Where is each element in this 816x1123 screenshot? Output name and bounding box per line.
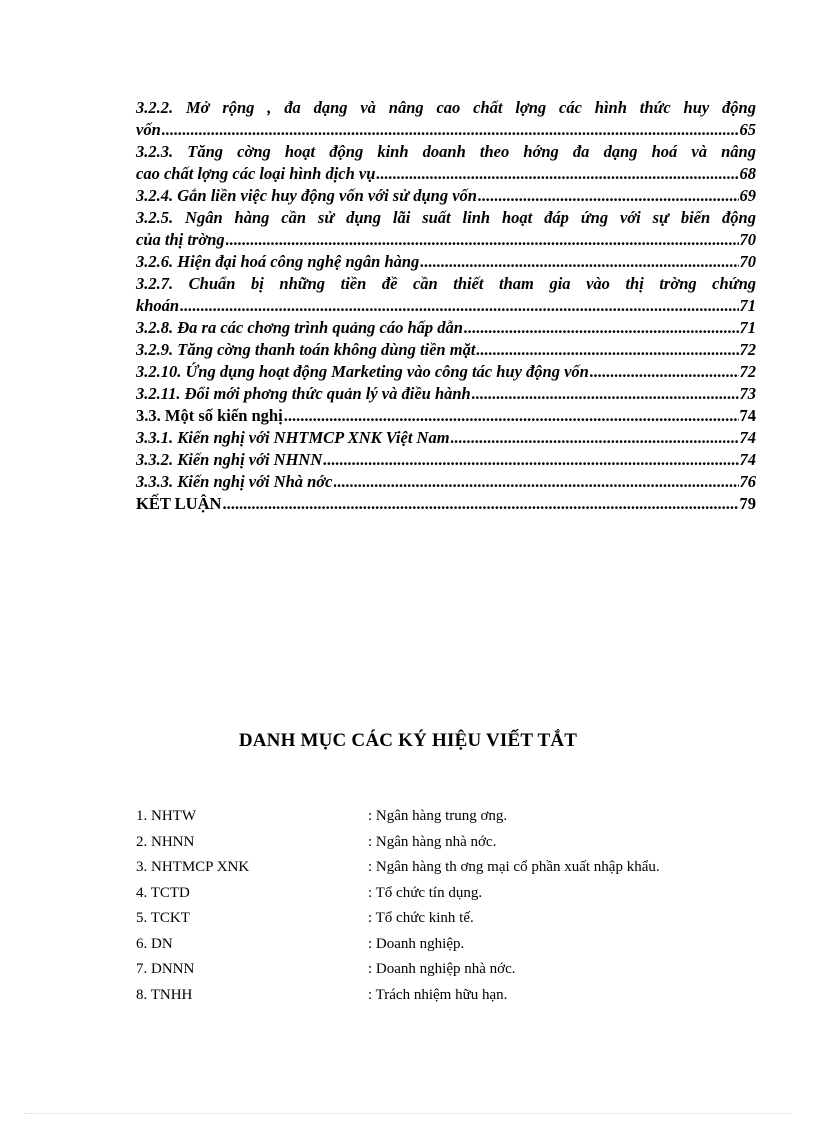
abbreviation: 4. TCTD — [136, 884, 190, 901]
toc-entry-title: cao chất lợng các loại hình dịch vụ — [136, 164, 376, 183]
toc-page-number: 65 — [739, 120, 756, 139]
toc-entry — [136, 251, 756, 273]
toc-entry-title: 3.3.3. Kiến nghị với Nhà nớc — [136, 472, 333, 491]
dot-leader — [180, 295, 738, 317]
page-bottom-divider — [24, 1113, 792, 1114]
dot-leader — [222, 493, 738, 515]
abbreviation-row — [136, 830, 756, 856]
abbreviation: 2. NHNN — [136, 833, 195, 850]
toc-entry — [136, 361, 756, 383]
abbreviation-meaning: : Doanh nghiệp. — [368, 935, 465, 952]
abbreviation-row — [136, 983, 756, 1009]
toc-entry-title-line: 3.2.2. Mở rộng , đa dạng và nâng cao chất lợng các hình thức huy động — [136, 98, 756, 117]
abbreviation: 3. NHTMCP XNK — [136, 859, 250, 875]
toc-page-number: 76 — [739, 472, 756, 491]
dot-leader — [420, 251, 738, 273]
toc-entry-title-line: 3.2.7. Chuẩn bị những tiền đề cần thiết tham gia vào thị trờng chứng — [136, 274, 756, 293]
toc-page-number: 70 — [739, 252, 756, 271]
toc-entry — [136, 471, 756, 493]
toc-entry — [136, 141, 756, 185]
abbreviation: 8. TNHH — [136, 986, 193, 1003]
dot-leader — [464, 317, 739, 339]
toc-entry — [136, 185, 756, 207]
abbreviation: 5. TCKT — [136, 910, 190, 926]
toc-entry — [136, 207, 756, 251]
toc-entry-title-line: 3.2.5. Ngân hàng cần sử dụng lãi suất linh hoạt đáp ứng với sự biến động — [136, 208, 756, 227]
toc-page-number: 74 — [739, 428, 756, 447]
toc-page-number: 70 — [739, 230, 756, 249]
abbreviation: 7. DNNN — [136, 961, 195, 977]
abbreviation-row — [136, 804, 756, 830]
dot-leader — [284, 405, 739, 427]
toc-entry — [136, 449, 756, 471]
toc-page-number: 71 — [739, 318, 756, 337]
abbreviation-meaning: : Ngân hàng th ơng mại cổ phần xuất nhập khẩu. — [368, 859, 660, 875]
toc-page-number: 79 — [739, 494, 756, 513]
abbreviation-row — [136, 932, 756, 958]
toc-entry — [136, 317, 756, 339]
abbreviations-title: DANH MỤC CÁC KÝ HIỆU VIẾT TẮT — [238, 730, 578, 751]
abbreviations-list — [136, 804, 756, 1008]
toc-entry — [136, 427, 756, 449]
toc-page-number: 71 — [739, 296, 756, 315]
toc-entry-title: 3.3.2. Kiến nghị với NHNN — [136, 450, 323, 469]
toc-entry-title: 3.2.8. Đa ra các chơng trình quảng cáo hấp dẫn — [136, 318, 463, 337]
abbreviation-row — [136, 957, 756, 983]
abbreviation-meaning: : Trách nhiệm hữu hạn. — [368, 986, 508, 1003]
toc-page-number: 74 — [739, 450, 756, 469]
dot-leader — [590, 361, 739, 383]
toc-page-number: 68 — [739, 164, 756, 183]
dot-leader — [451, 427, 739, 449]
toc-page-number: 73 — [739, 384, 756, 403]
toc-entry — [136, 273, 756, 317]
abbreviation-meaning: : Doanh nghiệp nhà nớc. — [368, 961, 516, 977]
toc-entry-title: vốn — [136, 120, 161, 139]
abbreviation: 6. DN — [136, 935, 173, 952]
dot-leader — [476, 339, 738, 361]
toc-entry-title: 3.2.11. Đổi mới phơng thức quản lý và điều hành — [136, 384, 471, 403]
dot-leader — [334, 471, 739, 493]
toc-page-number: 72 — [739, 362, 756, 381]
abbreviation-row — [136, 881, 756, 907]
abbreviation-meaning: : Ngân hàng trung ơng. — [368, 808, 508, 824]
abbreviation-row — [136, 906, 756, 932]
abbreviation-row — [136, 855, 756, 881]
dot-leader — [162, 119, 739, 141]
toc-page-number: 69 — [739, 186, 756, 205]
toc-entry — [136, 339, 756, 361]
toc-entry-title: 3.2.6. Hiện đại hoá công nghệ ngân hàng — [136, 252, 420, 271]
abbreviation-meaning: : Tổ chức tín dụng. — [368, 884, 483, 901]
toc-entry-title: 3.2.10. Ứng dụng hoạt động Marketing vào công tác huy động vốn — [136, 362, 589, 381]
toc-entry-title: 3.2.9. Tăng cờng thanh toán không dùng tiền mặt — [136, 340, 476, 359]
dot-leader — [478, 185, 739, 207]
toc-entry-title: của thị trờng — [136, 230, 225, 249]
toc-entry — [136, 383, 756, 405]
toc-section-heading — [136, 405, 756, 427]
table-of-contents — [136, 97, 756, 515]
toc-page-number: 72 — [739, 340, 756, 359]
toc-entry-title: 3.3. Một số kiến nghị — [136, 406, 283, 425]
toc-entry — [136, 97, 756, 141]
toc-entry-title: khoán — [136, 296, 180, 315]
dot-leader — [472, 383, 739, 405]
toc-entry-title: 3.2.4. Gắn liền việc huy động vốn với sử dụng vốn — [136, 186, 477, 205]
toc-page-number: 74 — [739, 406, 756, 425]
dot-leader — [226, 229, 739, 251]
dot-leader — [376, 163, 738, 185]
toc-conclusion — [136, 493, 756, 515]
abbreviation-meaning: : Ngân hàng nhà nớc. — [368, 833, 497, 850]
toc-entry-title: KẾT LUẬN — [136, 494, 222, 513]
toc-entry-title-line: 3.2.3. Tăng cờng hoạt động kinh doanh theo hớng đa dạng hoá và nâng — [136, 142, 756, 161]
toc-entry-title: 3.3.1. Kiến nghị với NHTMCP XNK Việt Nam — [136, 428, 450, 447]
abbreviation: 1. NHTW — [136, 808, 196, 824]
abbreviation-meaning: : Tổ chức kinh tế. — [368, 910, 474, 926]
dot-leader — [323, 449, 738, 471]
